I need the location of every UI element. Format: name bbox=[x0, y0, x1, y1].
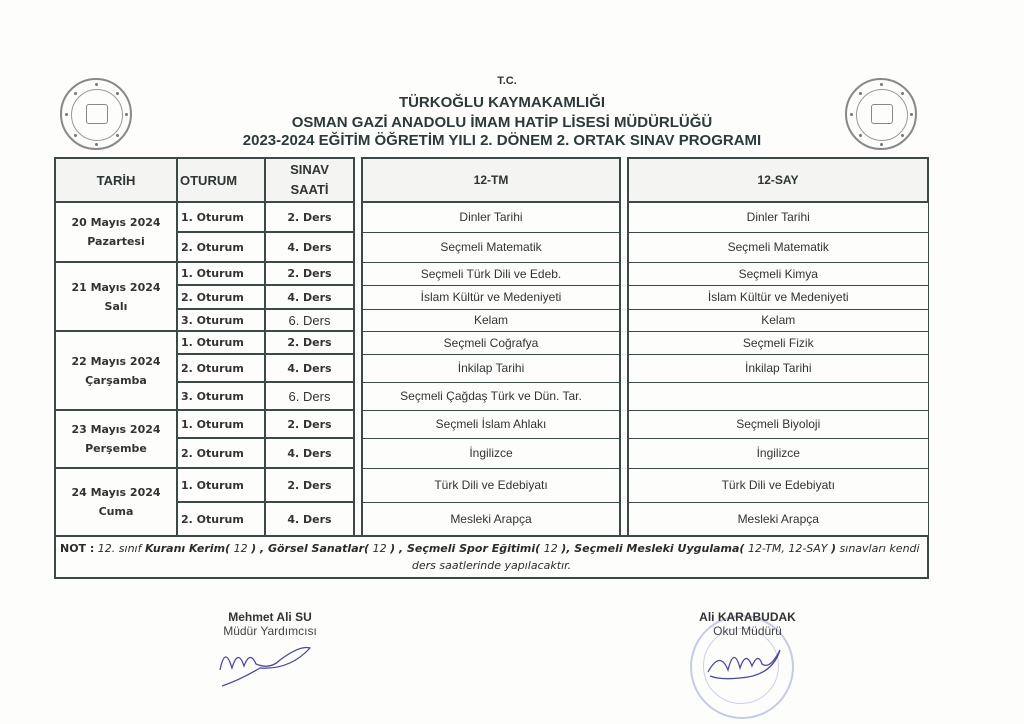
oturum-cell: 2. Oturum bbox=[177, 502, 265, 536]
session-row bbox=[55, 285, 928, 309]
subject-12say-cell: Seçmeli Biyoloji bbox=[628, 410, 928, 438]
subject-12tm-cell: Dinler Tarihi bbox=[362, 202, 620, 232]
signature-block-vice-principal bbox=[205, 610, 335, 638]
sinav-saati-cell: 6. Ders bbox=[265, 309, 354, 331]
sinav-saati-cell: 2. Ders bbox=[265, 202, 354, 232]
note-text: NOT : 12. sınıf Kuranı Kerim( 12 ) , Görsel Sanatlar( 12 ) , Seçmeli Spor Eğitimi( 12 ), Seçmeli Mesleki Uygulama( 12-TM, 12-SAY ) sınavları kendi ders saatlerinde yapılacaktır. bbox=[55, 536, 928, 578]
sinav-saati-cell: 6. Ders bbox=[265, 382, 354, 410]
header-sinav-saati: SINAV SAATİ bbox=[265, 158, 354, 202]
header-class-12tm: 12-TM bbox=[362, 158, 620, 202]
header-tarih: TARİH bbox=[55, 158, 177, 202]
session-row bbox=[55, 262, 928, 285]
oturum-cell: 1. Oturum bbox=[177, 410, 265, 438]
oturum-cell: 1. Oturum bbox=[177, 262, 265, 285]
subject-12say-cell: İnkilap Tarihi bbox=[628, 354, 928, 382]
oturum-cell: 2. Oturum bbox=[177, 232, 265, 262]
subject-12say-cell bbox=[628, 382, 928, 410]
sinav-saati-cell: 2. Ders bbox=[265, 410, 354, 438]
note-row bbox=[55, 536, 928, 578]
header-class-12say: 12-SAY bbox=[628, 158, 928, 202]
signature-scribble-icon bbox=[700, 640, 800, 685]
sinav-saati-cell: 4. Ders bbox=[265, 438, 354, 468]
signature-block-principal bbox=[690, 610, 805, 638]
sinav-saati-cell: 2. Ders bbox=[265, 331, 354, 354]
subject-12say-cell: İslam Kültür ve Medeniyeti bbox=[628, 285, 928, 309]
session-row bbox=[55, 438, 928, 468]
exam-schedule-table bbox=[54, 157, 929, 579]
header-district: TÜRKOĞLU KAYMAKAMLIĞI bbox=[398, 94, 606, 111]
subject-12tm-cell: Mesleki Arapça bbox=[362, 502, 620, 536]
session-row bbox=[55, 382, 928, 410]
date-cell: 20 Mayıs 2024 Pazartesi bbox=[55, 202, 177, 262]
subject-12say-cell: Türk Dili ve Edebiyatı bbox=[628, 468, 928, 502]
sinav-saati-cell: 2. Ders bbox=[265, 262, 354, 285]
oturum-cell: 2. Oturum bbox=[177, 438, 265, 468]
subject-12tm-cell: İslam Kültür ve Medeniyeti bbox=[362, 285, 620, 309]
subject-12tm-cell: Seçmeli İslam Ahlakı bbox=[362, 410, 620, 438]
subject-12tm-cell: Kelam bbox=[362, 309, 620, 331]
signer-role: Müdür Yardımcısı bbox=[223, 624, 317, 638]
sinav-saati-cell: 4. Ders bbox=[265, 502, 354, 536]
subject-12say-cell: Kelam bbox=[628, 309, 928, 331]
signer-name: Mehmet Ali SU bbox=[228, 610, 312, 624]
signature-scribble-icon bbox=[210, 640, 320, 690]
subject-12tm-cell: İngilizce bbox=[362, 438, 620, 468]
subject-12say-cell: Seçmeli Kimya bbox=[628, 262, 928, 285]
subject-12say-cell: Seçmeli Matematik bbox=[628, 232, 928, 262]
subject-12tm-cell: İnkilap Tarihi bbox=[362, 354, 620, 382]
oturum-cell: 1. Oturum bbox=[177, 202, 265, 232]
header-school: OSMAN GAZİ ANADOLU İMAM HATİP LİSESİ MÜDÜRLÜĞÜ bbox=[291, 114, 713, 131]
oturum-cell: 3. Oturum bbox=[177, 382, 265, 410]
subject-12say-cell: Seçmeli Fizik bbox=[628, 331, 928, 354]
session-row bbox=[55, 468, 928, 502]
session-row bbox=[55, 354, 928, 382]
session-row bbox=[55, 309, 928, 331]
session-row bbox=[55, 331, 928, 354]
document-title: 2023-2024 EĞİTİM ÖĞRETİM YILI 2. DÖNEM 2. ORTAK SINAV PROGRAMI bbox=[242, 132, 762, 149]
document-header bbox=[0, 75, 1024, 149]
subject-12say-cell: Mesleki Arapça bbox=[628, 502, 928, 536]
sinav-saati-cell: 2. Ders bbox=[265, 468, 354, 502]
subject-12say-cell: İngilizce bbox=[628, 438, 928, 468]
session-row bbox=[55, 410, 928, 438]
subject-12tm-cell: Seçmeli Çağdaş Türk ve Dün. Tar. bbox=[362, 382, 620, 410]
session-row bbox=[55, 502, 928, 536]
sinav-saati-cell: 4. Ders bbox=[265, 232, 354, 262]
oturum-cell: 3. Oturum bbox=[177, 309, 265, 331]
oturum-cell: 1. Oturum bbox=[177, 468, 265, 502]
subject-12tm-cell: Seçmeli Coğrafya bbox=[362, 331, 620, 354]
subject-12tm-cell: Seçmeli Türk Dili ve Edeb. bbox=[362, 262, 620, 285]
session-row bbox=[55, 202, 928, 232]
date-cell: 22 Mayıs 2024 Çarşamba bbox=[55, 331, 177, 410]
subject-12tm-cell: Türk Dili ve Edebiyatı bbox=[362, 468, 620, 502]
sinav-saati-cell: 4. Ders bbox=[265, 354, 354, 382]
date-cell: 23 Mayıs 2024 Perşembe bbox=[55, 410, 177, 468]
sinav-saati-cell: 4. Ders bbox=[265, 285, 354, 309]
subject-12tm-cell: Seçmeli Matematik bbox=[362, 232, 620, 262]
subject-12say-cell: Dinler Tarihi bbox=[628, 202, 928, 232]
header-tc: T.C. bbox=[497, 75, 517, 87]
oturum-cell: 2. Oturum bbox=[177, 285, 265, 309]
header-oturum: OTURUM bbox=[177, 158, 265, 202]
date-cell: 24 Mayıs 2024 Cuma bbox=[55, 468, 177, 536]
date-cell: 21 Mayıs 2024 Salı bbox=[55, 262, 177, 331]
oturum-cell: 1. Oturum bbox=[177, 331, 265, 354]
table-header-row bbox=[55, 158, 928, 202]
oturum-cell: 2. Oturum bbox=[177, 354, 265, 382]
signer-name: Ali KARABUDAK bbox=[699, 610, 796, 624]
session-row bbox=[55, 232, 928, 262]
signer-role: Okul Müdürü bbox=[713, 624, 782, 638]
